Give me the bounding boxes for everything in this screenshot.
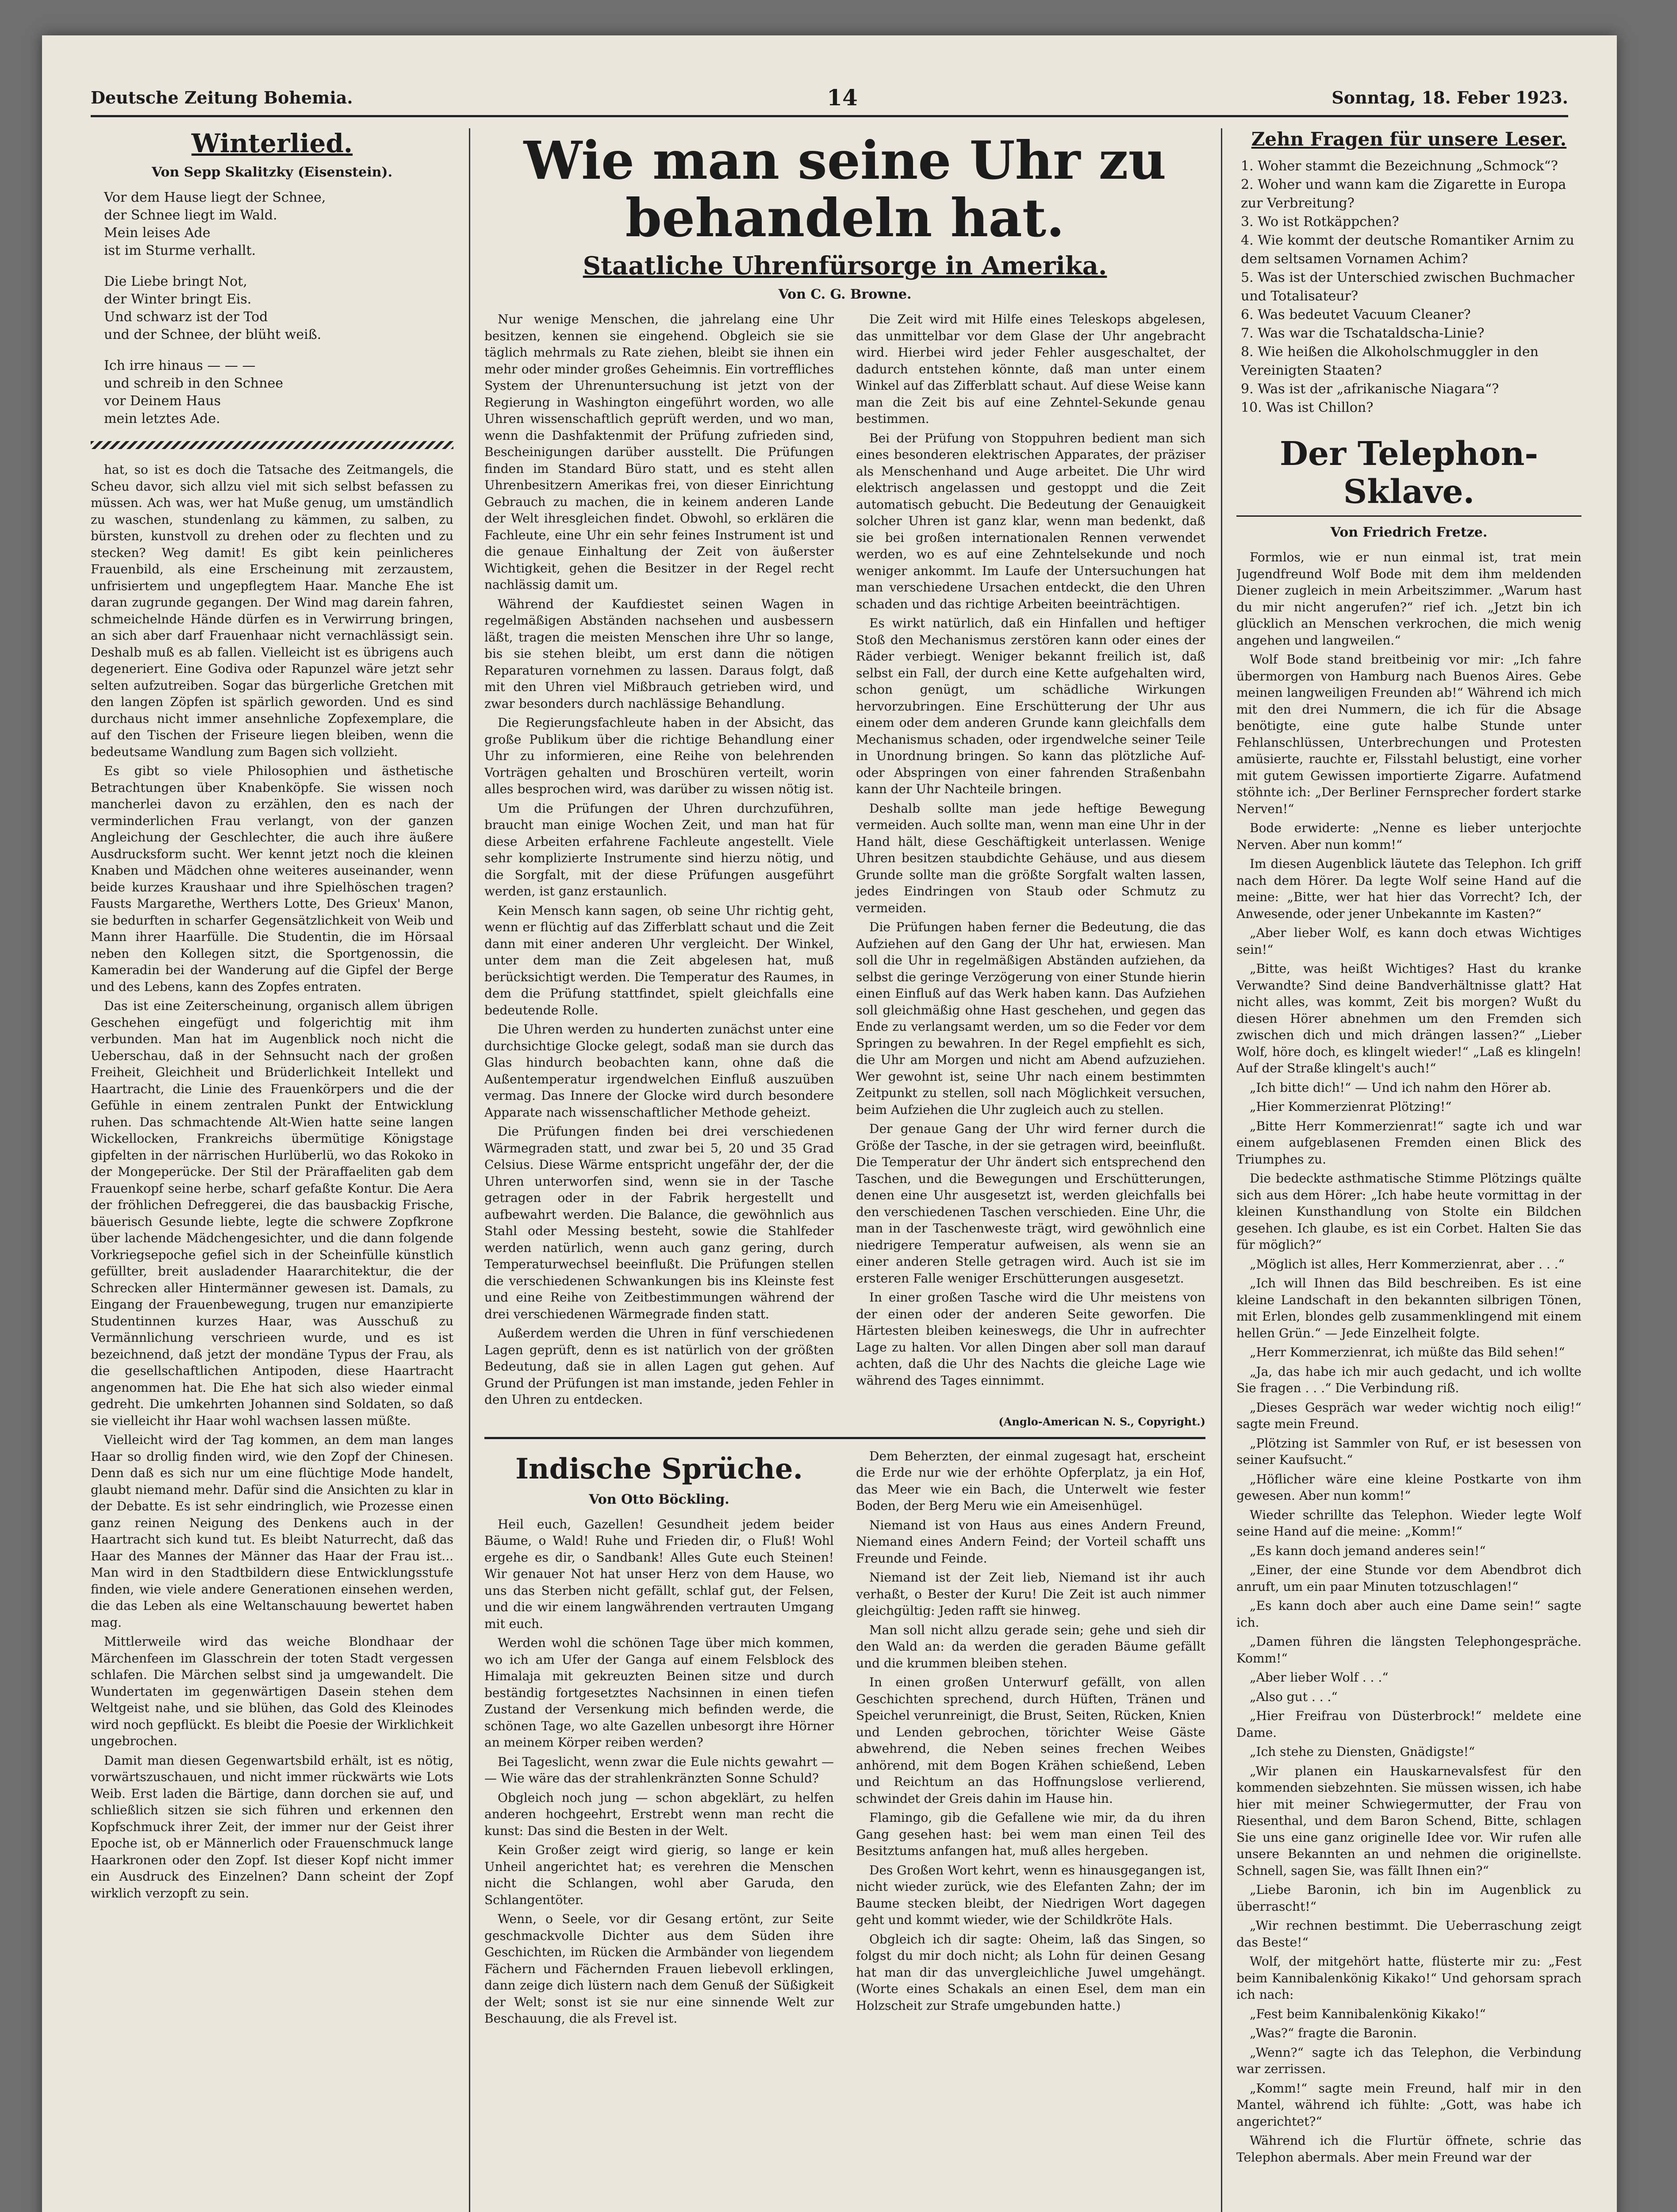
paragraph: Deshalb sollte man jede heftige Bewegung vermeiden. Auch sollte man, wenn man eine Uhr in der Hand hält, diese Geschäftigkeit unterlassen. Wenige Uhren besitzen staubdichte Gehäuse, und aus diesem Grunde sollte man die größte Sorgfalt walten lassen, jedes Eindringen von Staub oder Schmutz zu vermeiden. xyxy=(856,801,1205,915)
paragraph: Dem Beherzten, der einmal zugesagt hat, erscheint die Erde nur wie der erhöhte Opferplatz, ja ein Hof, das Meer wie ein Bach, die Unterwelt wie fester Boden, der Berg Meru wie ein Ameisenhügel. xyxy=(856,1448,1205,1513)
section-rule xyxy=(484,1437,1205,1439)
column-divider xyxy=(1221,128,1222,2212)
question-item: 7. Was war die Tschataldscha-Linie? xyxy=(1241,326,1485,341)
paragraph: Des Großen Wort kehrt, wenn es hinausgegangen ist, nicht wieder zurück, wie des Elefanten Zahn; der im Baume stecken bleibt, der Niedrigen Wort dagegen geht und kommt wieder, wie der Schildkröte Hals. xyxy=(856,1863,1205,1927)
main-article-body xyxy=(484,311,1205,1411)
paragraph: Wieder schrillte das Telephon. Wieder legte Wolf seine Hand auf die meine: „Komm!“ xyxy=(1236,1507,1581,1539)
paragraph: Bei der Prüfung von Stoppuhren bedient man sich eines besonderen elektrischen Apparates, der präziser als Menschenhand und Auge arbeitet. Die Uhr wird elektrisch angelassen und gestoppt und die Zeit automatisch gebucht. Die Bedeutung der Genauigkeit solcher Uhren ist ganz klar, wenn man bedenkt, daß sie bei großen internationalen Rennen verwendet werden, wo es auf eine Zehntelsekunde und noch weniger ankommt. Im Laufe der Untersuchungen hat man verschiedene Ursachen entdeckt, die den Uhren schaden und das richtige Arbeiten beeinträchtigen. xyxy=(856,430,1205,611)
paragraph: „Liebe Baronin, ich bin im Augenblick zu überrascht!“ xyxy=(1236,1882,1581,1914)
questions-list xyxy=(1236,157,1581,417)
title-rule xyxy=(1236,515,1581,517)
poem-line: der Winter bringt Eis. xyxy=(104,292,252,307)
newspaper-page xyxy=(42,35,1617,2212)
paragraph: Wenn, o Seele, vor dir Gesang ertönt, zur Seite geschmackvolle Dichter aus dem Süden ihre Geschichten, im Rücken die Armbänder von liegendem Fächern und Fächernden Frauen liebevoll erklingen, dann zeige dich lüstern nach dem Genuß der Süßigkeit der Welt; sonst ist sie nur eine sinnende Welt zur Beschauung, die als Frevel ist. xyxy=(484,1912,834,2026)
paragraph: „Also gut . . .“ xyxy=(1250,1689,1338,1704)
paragraph: „Einer, der eine Stunde vor dem Abendbrot dich anruft, um ein paar Minuten totzuschlagen!“ xyxy=(1236,1563,1581,1594)
paragraph: Werden wohl die schönen Tage über mich kommen, wo ich am Ufer der Ganga auf einem Felsblock des Himalaja mit gekreuzten Beinen sitze und durch beständig fortgesetztes Nachsinnen in einen tiefen Zustand der Versenkung mich befinden werde, die schönen Tage, wo alte Gazellen unbesorgt ihre Hörner an meinem Körper reiben werden? xyxy=(484,1636,834,1750)
paragraph: Es gibt so viele Philosophien und ästhetische Betrachtungen über Knabenköpfe. Sie wissen noch mancherlei davon zu erzählen, den es nach der verminderlichen Frau verlangt, von der ganzen Angleichung der Geschlechter, die auch ihre äußere Ausdrucksform sucht. Wer kennt jetzt noch die kleinen Knaben und Mädchen ohne weiteres auseinander, wenn beide kurzes Kraushaar und ihre Spielhöschen tragen? Fausts Margarethe, Werthers Lotte, Des Grieux' Manon, sie bedurften in scharfer Gegensätzlichkeit von Weib und Mann ihrer Haarfülle. Die Studentin, die im Hörsaal neben den Kollegen sitzt, die Sportgenossin, die Kameradin bei der Wanderung auf die Gipfel der Berge und des Lebens, kann des Zopfes entraten. xyxy=(91,764,453,994)
paragraph: Die bedeckte asthmatische Stimme Plötzings quälte sich aus dem Hörer: „Ich habe heute vormittag in der kleinen Kunsthandlung von Stolte ein Bildchen gesehen. Ich glaube, es ist ein Corbet. Halten Sie das für möglich?“ xyxy=(1236,1171,1581,1252)
paragraph: Kein Großer zeigt wird gierig, so lange er kein Unheil angerichtet hat; es verehren die Menschen nicht die Schlangen, wohl aber Garuda, den Schlangentöter. xyxy=(484,1843,834,1907)
question-item: 1. Woher stammt die Bezeichnung „Schmock“? xyxy=(1241,158,1558,174)
paragraph: Obgleich ich dir sagte: Oheim, laß das Singen, so folgst du mir doch nicht; als Lohn für deinen Gesang hat man dir das unvergleichliche Juwel umgehängt. (Worte eines Schakals an einen Esel, dem man ein Holzscheit zur Strafe umgebunden hatte.) xyxy=(856,1932,1205,2013)
paragraph: „Fest beim Kannibalenkönig Kikako!“ xyxy=(1250,2006,1486,2021)
poem-byline: Von Sepp Skalitzky (Eisenstein). xyxy=(151,165,393,180)
proverbs-section xyxy=(484,1448,1205,2030)
paragraph: Damit man diesen Gegenwartsbild erhält, ist es nötig, vorwärtszuschauen, und nicht immer rückwärts wie Lots Weib. Erst laden die Bärtige, dann dorchen sie auf, und schließlich sitzen sie sich führen und erkennen den Kopfschmuck ihrer Zeit, der immer nur der Geist ihrer Epoche ist, ob er Männerlich oder Frauenschmuck lange Haarkronen oder den Zopf. Ist dieser Kopf nicht immer ein Ausdruck des Einzelnen? Dann scheint der Zopf wirklich verzopft zu sein. xyxy=(91,1753,453,1901)
paragraph: Bei Tageslicht, wenn zwar die Eule nichts gewahrt — — Wie wäre das der strahlenkränzten Sonne Schuld? xyxy=(484,1754,834,1786)
poem-body xyxy=(104,189,453,428)
proverbs-column-a xyxy=(484,1448,834,2030)
paragraph: hat, so ist es doch die Tatsache des Zeitmangels, die Scheu davor, sich allzu viel mit sich selbst befassen zu müssen. Ach was, wer hat Muße genug, um umständlich zu waschen, stundenlang zu kämmen, zu salben, zu bürsten, kunstvoll zu drehen oder zu flechten und zu stecken? Weg damit! Es gibt kein peinlicheres Frauenbild, als eine Erscheinung mit zerzaustem, unfrisiertem und ungepflegtem Haar. Manche Ehe ist daran zugrunde gegangen. Der Wind mag darein fahren, schmeichelnde Hände dürfen es in Verwirrung bringen, an sich aber darf Frauenhaar nicht vernachlässigt sein. Deshalb muß es ab fallen. Vielleicht ist es übrigens auch degeneriert. Eine Godiva oder Rapunzel wäre jetzt sehr selten aufzutreiben. Sogar das bürgerliche Gretchen mit den langen Zöpfen ist spärlich geworden. Und es sind durchaus nicht immer ansehnliche Zopfexemplare, die auf den Tischen der Friseure liegen bleiben, wenn die bedeutsame Wandlung zum Bagen sich vollzieht. xyxy=(91,462,453,759)
paragraph: Die Zeit wird mit Hilfe eines Teleskops abgelesen, das unmittelbar vor dem Glase der Uhr angebracht wird. Hierbei wird jeder Fehler ausgeschaltet, der dadurch entstehen könnte, daß man unter einem Winkel auf das Zifferblatt schaut. Auf diese Weise kann man die Zeit bis auf eine Zehntel-Sekunde genau bestimmen. xyxy=(856,312,1205,426)
poem-stanza xyxy=(104,189,453,260)
section-divider xyxy=(91,441,453,449)
telephone-story-byline: Von Friedrich Fretze. xyxy=(1330,525,1488,540)
paragraph: Niemand ist der Zeit lieb, Niemand ist ihr auch verhaßt, o Bester der Kuru! Die Zeit ist auch nimmer gleichgültig: Jeden rafft sie hinweg. xyxy=(856,1570,1205,1618)
paragraph: Während der Kaufdiestet seinen Wagen in regelmäßigen Abständen nachsehen und ausbessern läßt, tragen die meisten Menschen ihre Uhr so lange, bis sie stehen bleibt, um erst dann die nötigen Reparaturen vornehmen zu lassen. Daraus folgt, daß mit den Uhren viel Mißbrauch getrieben wird, und zwar besonders durch nachlässige Behandlung. xyxy=(484,596,834,711)
paragraph: Formlos, wie er nun einmal ist, trat mein Jugendfreund Wolf Bode mit dem ihm meldenden Diener zugleich in mein Arbeitszimmer. „Warum hast du mir nicht angerufen?“ rief ich. „Jetzt bin ich glücklich an Menschen verkrochen, die mich wenig angehen und langweilen.“ xyxy=(1236,550,1581,648)
poem-line: und schreib in den Schnee xyxy=(104,376,284,391)
left-column xyxy=(91,128,453,1904)
paragraph: Während ich die Flurtür öffnete, schrie das Telephon abermals. Aber mein Freund war der xyxy=(1236,2133,1581,2165)
proverbs-title: Indische Sprüche. xyxy=(515,1452,803,1486)
poem-line: Vor dem Hause liegt der Schnee, xyxy=(104,190,326,205)
question-item: 10. Was ist Chillon? xyxy=(1241,400,1374,415)
paragraph: „Wir planen ein Hauskarnevalsfest für den kommenden siebzehnten. Sie müssen wissen, ich habe hier mit meiner Schwiegermutter, der Frau von Riesenthal, und dem Baron Schend, Bitte, schlagen Sie uns eine ganz originelle Idee vor. Wir rufen alle unsere Bekannten an und nehmen die originellste. Schnell, sagen Sie, was fällt Ihnen ein?“ xyxy=(1236,1763,1581,1878)
telephone-story-body xyxy=(1236,549,1581,2166)
paragraph: Die Uhren werden zu hunderten zunächst unter eine durchsichtige Glocke gelegt, sodaß man sie durch das Glas hindurch beobachten kann, ohne daß die Außentemperatur irgendwelchen Einfluß auszuüben vermag. Das Innere der Glocke wird durch besondere Apparate nach wissenschaftlicher Methode geheizt. xyxy=(484,1022,834,1120)
question-item: 6. Was bedeutet Vacuum Cleaner? xyxy=(1241,307,1471,323)
paragraph: „Dieses Gespräch war weder wichtig noch eilig!“ sagte mein Freund. xyxy=(1236,1400,1581,1431)
header-page-number: 14 xyxy=(827,84,858,111)
paragraph: Heil euch, Gazellen! Gesundheit jedem beider Bäume, o Wald! Ruhe und Frieden dir, o Fluß! Wohl ergehe es dir, o Sandbank! Alles Gute euch Steinen! Wir genauer Not hat unser Herz von dem Hause, wo uns das Sterben nicht gefällt, schlaf gut, der Felsen, und die wir einem langwährenden vertrauten Umgang mit euch. xyxy=(484,1517,834,1631)
paragraph: „Ich bitte dich!“ — Und ich nahm den Hörer ab. xyxy=(1250,1080,1551,1095)
paragraph: „Plötzing ist Sammler von Ruf, er ist besessen von seiner Kaufsucht.“ xyxy=(1236,1436,1581,1467)
main-article-column-b xyxy=(856,311,1205,1411)
paragraph: Das ist eine Zeiterscheinung, organisch allem übrigen Geschehen eingefügt und folgerichtig mit ihm verbunden. Man hat im Augenblick noch nicht die Ueberschau, daß in der Sehnsucht nach der großen Freiheit, Gleichheit und Brüderlichkeit Intellekt und Haartracht, die Linie des Frauenkörpers und die der Gefühle in einem zentralen Punkt der Entwicklung ruhen. Das schmachtende Alt-Wien hatte seine langen Wickellocken, Frankreichs übermütige Königstage gipfelten in der närrischen Hurlüberlü, wo das Rokoko in der Mongeperücke. Der Stil der Präraffaeliten gab dem Frauenkopf seine herbe, scharf gefaßte Kontur. Die Aera der fröhlichen Defreggerei, die das bausbackig Frische, bäuerisch Gesunde liebte, legte die schwere Zopfkrone über lachende Mädchengesichter, und die dann folgende Vorkriegsepoche gefiel sich in der Scheinfülle künstlich gefüllter, breit ausladender Haararchitektur, die der Schrecken aller Hintermänner gewesen ist. Damals, zu Eingang der Frauenbewegung, trugen nur emanzipierte Studentinnen kurzes Haar, was Ausschuß zu Vermännlichung verschrieen wurde, und es ist bezeichnend, daß jetzt der mondäne Typus der Frau, als die gesellschaftlichen Antipoden, diese Haartracht angenommen hat. Die Ehe hat sich also wieder einmal gedreht. Die umkehrten Johannen sind Soldaten, so daß sie vielleicht ihr Haar wohl wachsen lassen müßte. xyxy=(91,998,453,1428)
poem-title: Winterlied. xyxy=(191,128,353,158)
paragraph: „Wir rechnen bestimmt. Die Ueberraschung zeigt das Beste!“ xyxy=(1236,1918,1581,1950)
paragraph: „Aber lieber Wolf . . .“ xyxy=(1250,1670,1389,1685)
poem-stanza xyxy=(104,273,453,344)
poem-line: vor Deinem Haus xyxy=(104,393,221,409)
header-masthead: Deutsche Zeitung Bohemia. xyxy=(91,87,353,108)
paragraph: „Bitte, was heißt Wichtiges? Hast du kranke Verwandte? Sind deine Bandverhältnisse glatt? Hat nicht alles, was kommt, Zeit bis morgen? Wußt du diesen Hörer abnehmen um den Fremden sich zwischen dich und mich drängen lassen?“ „Lieber Wolf, höre doch, es klingelt wieder!“ „Laß es klingeln! Auf der Straße klingelt's auch!“ xyxy=(1236,961,1581,1075)
paragraph: „Möglich ist alles, Herr Kommerzienrat, aber . . .“ xyxy=(1250,1256,1565,1271)
paragraph: Es wirkt natürlich, daß ein Hinfallen und heftiger Stoß den Mechanismus zerstören kann oder eines der Räder verbiegt. Weniger bekannt freilich ist, daß selbst ein Fall, der durch eine Kette aufgehalten wird, schon genügt, um schädliche Wirkungen hervorzubringen. Eine Erschütterung der Uhr aus einem oder dem anderen Grunde kann gleichfalls dem Mechanismus schaden, oder irgendwelche seiner Teile in Unordnung bringen. So kann das plötzliche Auf- oder Abspringen von einer fahrenden Straßenbahn kann der Uhr Nachteile bringen. xyxy=(856,616,1205,796)
poem-stanza xyxy=(104,357,453,428)
paragraph: Die Regierungsfachleute haben in der Absicht, das große Publikum über die richtige Behandlung einer Uhr zu informieren, eine Reihe von belehrenden Vorträgen gehalten und Broschüren verteilt, worin alles besprochen wird, was darüber zu wissen nötig ist. xyxy=(484,715,834,796)
paragraph: „Es kann doch aber auch eine Dame sein!“ sagte ich. xyxy=(1236,1598,1581,1630)
main-article-column-a xyxy=(484,311,834,1411)
paragraph: „Ja, das habe ich mir auch gedacht, und ich wollte Sie fragen . . .“ Die Verbindung riß. xyxy=(1236,1364,1581,1395)
paragraph: Die Prüfungen haben ferner die Bedeutung, die das Aufziehen auf den Gang der Uhr hat, erwiesen. Man soll die Uhr in regelmäßigen Abständen aufziehen, da selbst die geringe Verzögerung von einer Stunde hierin einen Einfluß auf das Werk haben kann. Das Aufziehen soll gleichmäßig ohne Hast geschehen, und gegen das Ende zu verlangsamt werden, um so die Feder vor dem Springen zu bewahren. In der Regel empfiehlt es sich, die Uhr am Morgen und nicht am Abend aufzuziehen. Wer gewohnt ist, seine Uhr nach einem bestimmten Zeitpunkt zu stellen, soll nach Möglichkeit versuchen, beim Aufziehen die Uhr zugleich auch zu stellen. xyxy=(856,920,1205,1117)
question-item: 9. Was ist der „afrikanische Niagara“? xyxy=(1241,381,1499,397)
question-item: 4. Wie kommt der deutsche Romantiker Arnim zu dem seltsamen Vornamen Achim? xyxy=(1241,233,1574,267)
header-date: Sonntag, 18. Feber 1923. xyxy=(1332,87,1568,108)
poem-line: Mein leises Ade xyxy=(104,225,211,241)
proverbs-text-a xyxy=(484,1516,834,2027)
header-rule xyxy=(91,115,1568,117)
paragraph: Vielleicht wird der Tag kommen, an dem man langes Haar so drollig finden wird, wie den Zopf der Chinesen. Denn daß es sich nur um eine flüchtige Mode handelt, glaubt niemand mehr. Dafür sind die Ansichten zu klar in der Debatte. Es ist sehr eindringlich, wie Prozesse einen ganz reinen Neigung des Denkens auch in der Haartracht sich kund tut. Es bleibt Naturrecht, daß das Haar des Mannes der Männer das Haar der Frau ist... Man wird in den Stadtbildern diese Entwicklungsstufe finden, wie viele andere Generationen einsehen werden, die das Leben als eine Weltanschauung bewertet haben mag. xyxy=(91,1432,453,1630)
question-item: 3. Wo ist Rotkäppchen? xyxy=(1241,214,1399,230)
right-column xyxy=(1236,128,1581,2168)
poem-line: mein letztes Ade. xyxy=(104,411,220,426)
paragraph: Flamingo, gib die Gefallene wie mir, da du ihren Gang gesehen hast: bei wem man einen Teil des Besitztums anfangen hat, muß alles hergeben. xyxy=(856,1810,1205,1858)
paragraph: „Aber lieber Wolf, es kann doch etwas Wichtiges sein!“ xyxy=(1236,926,1581,957)
paragraph: „Bitte Herr Kommerzienrat!“ sagte ich und war einem aufgeblasenen Fremden einen Blick des Triumphes zu. xyxy=(1236,1118,1581,1167)
paragraph: In einen großen Unterwurf gefällt, von allen Geschichten sprechend, durch Hüften, Tränen und Speichel verunreinigt, die Brust, Seiten, Rücken, Knien und Lenden gebrochen, törichter Weise Gäste abwehrend, die Neben seines frechen Weibes anhörend, mit dem Bogen Krähen schießend, Leben und Reichtum an das Hoffnungslose verlierend, schwindet der Greis dahin im Hause hin. xyxy=(856,1675,1205,1806)
poem-line: Und schwarz ist der Tod xyxy=(104,309,268,325)
paragraph: „Ich will Ihnen das Bild beschreiben. Es ist eine kleine Landschaft in den bekannten silbrigen Tönen, mit Erlen, blondes gelb zusammenklingend mit einem hellen Grün.“ — Jede Einzelheit folgte. xyxy=(1236,1276,1581,1340)
paragraph: „Komm!“ sagte mein Freund, half mir in den Mantel, während ich fühlte: „Gott, was habe ich angerichtet?“ xyxy=(1236,2081,1581,2129)
paragraph: „Hier Kommerzienrat Plötzing!“ xyxy=(1250,1099,1452,1114)
question-item: 2. Woher und wann kam die Zigarette in Europa zur Verbreitung? xyxy=(1241,177,1566,211)
paragraph: Niemand ist von Haus aus eines Andern Freund, Niemand eines Andern Feind; der Vorteil schafft uns Freunde und Feinde. xyxy=(856,1517,1205,1566)
paragraph: „Herr Kommerzienrat, ich müßte das Bild sehen!“ xyxy=(1250,1345,1565,1359)
telephone-story-title: Der Telephon-Sklave. xyxy=(1279,435,1539,511)
proverbs-byline: Von Otto Böckling. xyxy=(589,1491,729,1507)
paragraph: In einer großen Tasche wird die Uhr meistens von der einen oder der anderen Seite geworfen. Die Härtesten bleiben keineswegs, die Uhr in aufrechter Lage zu halten. Vor allen Dingen aber soll man darauf achten, daß die Uhr des Nachts die gleiche Lage wie während des Tages einnimmt. xyxy=(856,1290,1205,1388)
questions-title: Zehn Fragen für unsere Leser. xyxy=(1251,128,1567,150)
paragraph: Nur wenige Menschen, die jahrelang eine Uhr besitzen, kennen sie eingehend. Obgleich sie sie täglich mehrmals zu Rate ziehen, bleibt sie ihnen ein mehr oder minder großes Geheimnis. Ein vortreffliches System der Uhrenuntersuchung ist jetzt von der Regierung in Washington eingeführt worden, wo alle Uhren wissenschaftlich geprüft werden, und wo man, wenn die Dashfaktenmit der Prüfung zufrieden sind, Bescheinigungen darüber ausstellt. Die Prüfungen finden im Standard Büro statt, und es steht allen Uhrenbesitzern Amerikas frei, von dieser Einrichtung Gebrauch zu machen, die in keinem anderen Lande der Welt ihresgleichen findet. Obwohl, so erklären die Fachleute, eine Uhr ein sehr feines Instrument ist und die genaue Einhaltung der Zeit von äußerster Wichtigkeit, gehen die Besitzer in der Regel recht nachlässig damit um. xyxy=(484,312,834,592)
main-article-credit: (Anglo-American N. S., Copyright.) xyxy=(998,1415,1205,1428)
hair-article-body xyxy=(91,461,453,1901)
paragraph: Die Prüfungen finden bei drei verschiedenen Wärmegraden statt, und zwar bei 5, 20 und 35 Grad Celsius. Diese Wärme entspricht ungefähr der, der die Uhren unterworfen sind, wenn sie in der Tasche getragen oder in der Fabrik hergestellt und aufbewahrt werden. Die Balance, die gewöhnlich aus Stahl oder Messing besteht, sowie die Stahlfeder werden natürlich, wenn auch ganz gering, durch Temperaturwechsel beeinflußt. Die Prüfungen stellen die verschiedenen Schwankungen bis ins Kleinste fest und eine Reihe von Zeitbestimmungen während der drei verschiedenen Wärmegrade finden statt. xyxy=(484,1124,834,1321)
paragraph: „Wenn?“ sagte ich das Telephon, die Verbindung war zerrissen. xyxy=(1236,2045,1581,2076)
paragraph: „Hier Freifrau von Düsterbrock!“ meldete eine Dame. xyxy=(1236,1709,1581,1740)
paragraph: „Was?“ fragte die Baronin. xyxy=(1250,2026,1417,2040)
paragraph: Wolf Bode stand breitbeinig vor mir: „Ich fahre übermorgen von Hamburg nach Buenos Aires. Gebe meinen langweiligen Freunden ab!“ Während ich mich mit den drei Nummern, die ich für die Absage benötigte, eine gute halbe Stunde unter Fehlanschlüssen, Unterbrechungen und Protesten amüsierte, rauchte er, Filsstahl belustigt, eine vorher mit gutem Gewissen importierte Zigarre. Aufatmend stöhnte ich: „Der Berliner Fernsprecher fordert starke Nerven!“ xyxy=(1236,652,1581,816)
center-columns xyxy=(484,128,1205,2030)
paragraph: Um die Prüfungen der Uhren durchzuführen, braucht man einige Wochen Zeit, und man hat für diese Arbeiten erfahrene Fachleute angestellt. Viele sehr komplizierte Instrumente sind hierzu nötig, und die Sorgfalt, mit der diese Prüfungen ausgeführt werden, ist ganz erstaunlich. xyxy=(484,801,834,899)
question-item: 8. Wie heißen die Alkoholschmuggler in den Vereinigten Staaten? xyxy=(1241,344,1539,378)
page-header xyxy=(91,84,1568,111)
poem-line: ist im Sturme verhallt. xyxy=(104,243,256,258)
main-article-subtitle: Staatliche Uhrenfürsorge in Amerika. xyxy=(583,251,1107,280)
paragraph: „Damen führen die längsten Telephongespräche. Komm!“ xyxy=(1236,1634,1581,1666)
question-item: 5. Was ist der Unterschied zwischen Buchmacher und Totalisateur? xyxy=(1241,270,1575,304)
poem-line: Ich irre hinaus — — — xyxy=(104,358,256,373)
main-article-title: Wie man seine Uhr zu behandeln hat. xyxy=(523,130,1167,249)
poem-line: der Schnee liegt im Wald. xyxy=(104,207,277,223)
paragraph: „Ich stehe zu Diensten, Gnädigste!“ xyxy=(1250,1744,1475,1759)
paragraph: Wolf, der mitgehört hatte, flüsterte mir zu: „Fest beim Kannibalenkönig Kikako!“ Und gehorsam sprach ich nach: xyxy=(1236,1954,1581,2002)
poem-line: Die Liebe bringt Not, xyxy=(104,274,247,289)
paragraph: Bode erwiderte: „Nenne es lieber unterjochte Nerven. Aber nun komm!“ xyxy=(1236,821,1581,852)
paragraph: Außerdem werden die Uhren in fünf verschiedenen Lagen geprüft, denn es ist natürlich von der größten Bedeutung, daß sie in allen Lagen gut gehen. Auf Grund der Prüfungen ist man imstande, jeden Fehler in den Uhren zu entdecken. xyxy=(484,1326,834,1407)
main-article-byline: Von C. G. Browne. xyxy=(778,287,912,302)
paragraph: Im diesen Augenblick läutete das Telephon. Ich griff nach dem Hörer. Da legte Wolf seine Hand auf die meine: „Bitte, wer hat hier das Vorrecht? Ich, der Anwesende, oder jener Unbekannte im Kasten?“ xyxy=(1236,856,1581,921)
paragraph: Mittlerweile wird das weiche Blondhaar der Märchenfeen im Glasschrein der toten Stadt vergessen schlafen. Die Märchen selbst sind ja umgewandelt. Die Wundertaten im gegenwärtigen Dasein stehen dem Weltgeist nahe, und sie blühen, das Gold des Kleinodes wird noch gepflückt. Es bleibt die Poesie der Wirklichkeit ungebrochen. xyxy=(91,1634,453,1748)
poem-line: und der Schnee, der blüht weiß. xyxy=(104,327,322,342)
paragraph: „Höflicher wäre eine kleine Postkarte von ihm gewesen. Aber nun komm!“ xyxy=(1236,1471,1581,1503)
paragraph: Der genaue Gang der Uhr wird ferner durch die Größe der Tasche, in der sie getragen wird, beeinflußt. Die Temperatur der Uhr ändert sich entsprechend den Taschen, und die Bewegungen und Erschütterungen, denen eine Uhr ausgesetzt ist, werden gleichfalls bei den verschiedenen Taschen verschieden. Eine Uhr, die man in der Taschenweste trägt, wird gewöhnlich eine niedrigere Temperatur aufweisen, als wenn sie an einer anderen Stelle getragen wird. Auch ist sie im ersteren Falle weniger Erschütterungen ausgesetzt. xyxy=(856,1121,1205,1286)
paragraph: Obgleich noch jung — schon abgeklärt, zu helfen anderen hochgeehrt, Erstrebt wenn man recht die kunst: Das sind die Besten in der Welt. xyxy=(484,1790,834,1838)
proverbs-column-b xyxy=(856,1448,1205,2030)
paragraph: „Es kann doch jemand anderes sein!“ xyxy=(1250,1543,1486,1558)
column-divider xyxy=(469,128,470,2212)
paragraph: Man soll nicht allzu gerade sein; gehe und sieh dir den Wald an: da werden die geraden Bäume gefällt und die krummen bleiben stehen. xyxy=(856,1622,1205,1671)
paragraph: Kein Mensch kann sagen, ob seine Uhr richtig geht, wenn er flüchtig auf das Zifferblatt schaut und die Zeit dann mit einer anderen Uhr vergleicht. Der Winkel, unter dem man die Zeit abgelesen hat, muß berücksichtigt werden. Die Temperatur des Raumes, in dem die Prüfung stattfindet, spielt gleichfalls eine bedeutende Rolle. xyxy=(484,903,834,1018)
